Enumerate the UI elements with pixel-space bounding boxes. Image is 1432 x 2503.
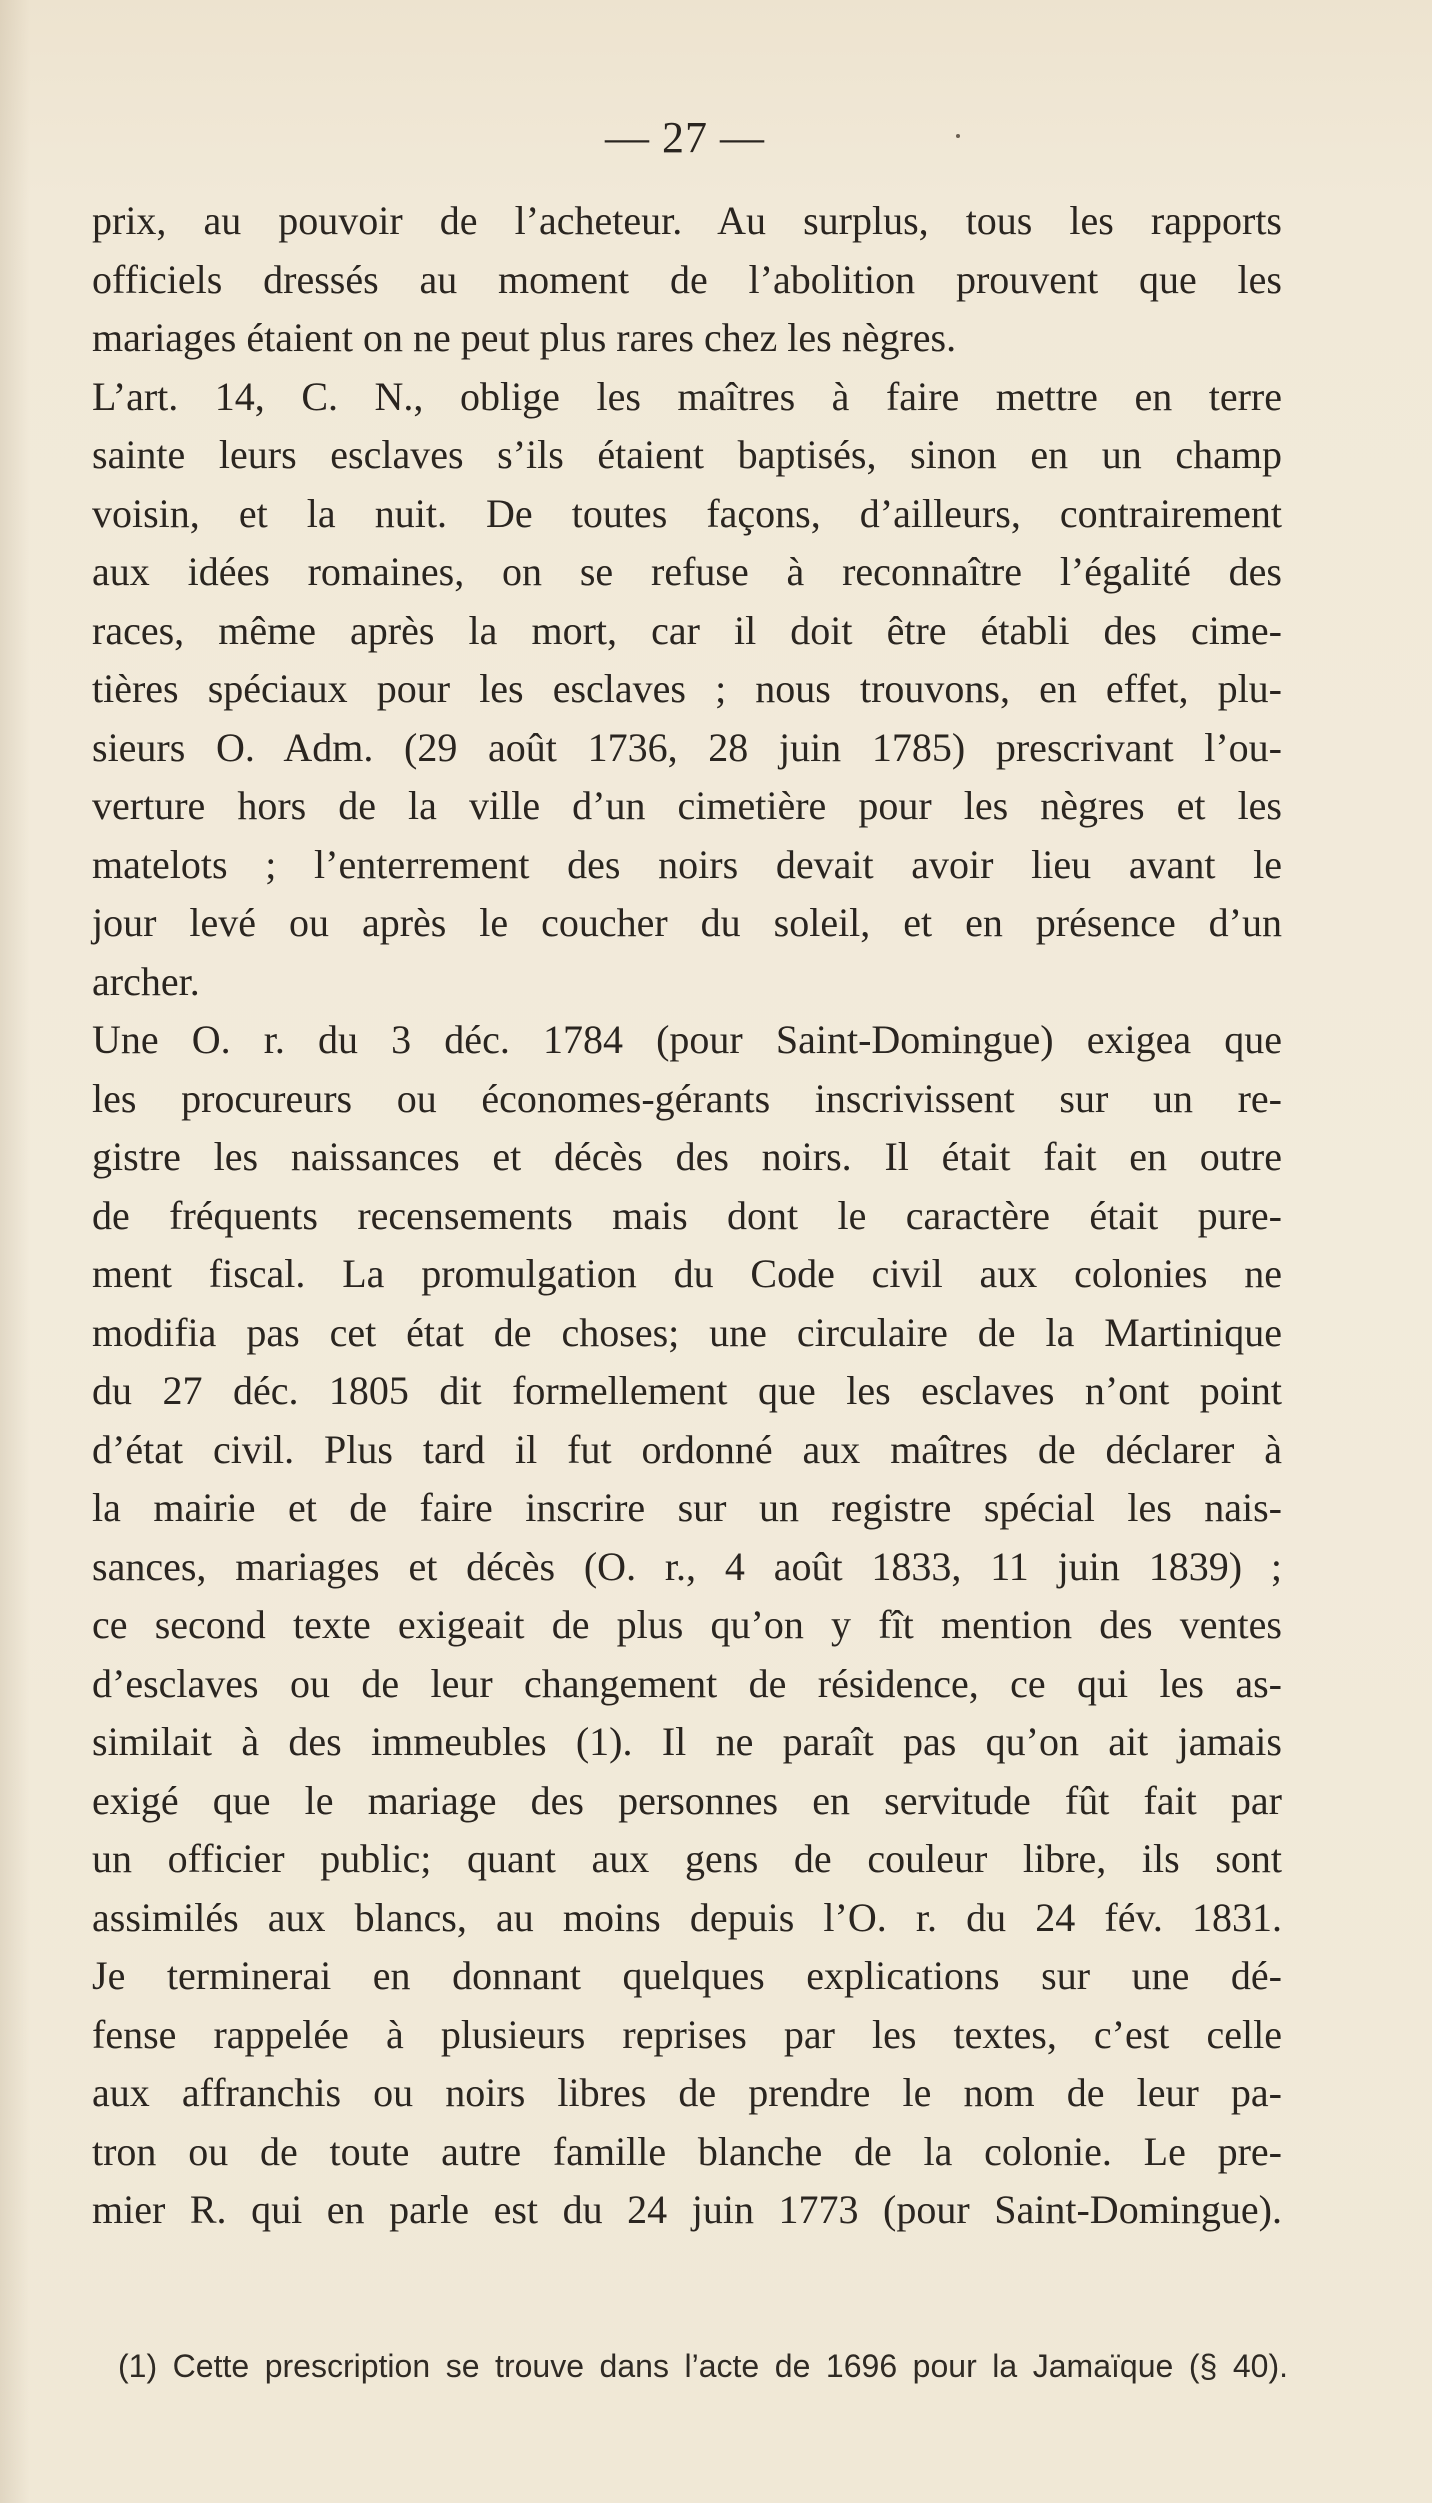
text-line: modifia pas cet état de choses; une circulaire de la Martinique [92, 1309, 1282, 1355]
text-line: Une O. r. du 3 déc. 1784 (pour Saint-Domingue) exigea que [92, 1017, 1282, 1062]
text-line: ce second texte exigeait de plus qu’on y fît mention des ventes [92, 1602, 1282, 1647]
text-line: jour levé ou après le coucher du soleil, et en présence d’un [92, 900, 1282, 945]
text-line: aux idées romaines, on se refuse à reconnaître l’égalité des [92, 549, 1282, 594]
text-line: sieurs O. Adm. (29 août 1736, 28 juin 1785) prescrivant l’ou- [92, 724, 1282, 770]
text-line: matelots ; l’enterrement des noirs devait avoir lieu avant le [92, 841, 1282, 887]
text-line: similait à des immeubles (1). Il ne paraît pas qu’on ait jamais [92, 1719, 1282, 1764]
text-line: aux affranchis ou noirs libres de prendre le nom de leur pa- [92, 2070, 1282, 2115]
text-line: mariages étaient on ne peut plus rares chez les nègres. [92, 315, 957, 360]
body-text [92, 192, 1282, 2240]
text-line: Je terminerai en donnant quelques explications sur une dé- [92, 1953, 1282, 1998]
footnote: (1) Cette prescription se trouve dans l’acte de 1696 pour la Jamaïque (§ 40). [118, 2348, 1288, 2384]
text-line: la mairie et de faire inscrire sur un registre spécial les nais- [92, 1485, 1282, 1530]
text-line: d’esclaves ou de leur changement de résidence, ce qui les as- [92, 1660, 1282, 1706]
text-line: mier R. qui en parle est du 24 juin 1773 (pour Saint-Domingue). [92, 2187, 1282, 2232]
text-line: tières spéciaux pour les esclaves ; nous trouvons, en effet, plu- [92, 666, 1282, 711]
text-line: voisin, et la nuit. De toutes façons, d’ailleurs, contrairement [92, 490, 1282, 536]
text-line: du 27 déc. 1805 dit formellement que les esclaves n’ont point [92, 1368, 1282, 1413]
text-line: fense rappelée à plusieurs reprises par les textes, c’est celle [92, 2011, 1282, 2057]
page-edge-shadow [0, 0, 30, 2503]
text-line: officiels dressés au moment de l’abolition prouvent que les [92, 256, 1282, 302]
text-line: les procureurs ou économes-gérants inscrivissent sur un re- [92, 1075, 1282, 1121]
text-line: d’état civil. Plus tard il fut ordonné aux maîtres de déclarer à [92, 1426, 1282, 1472]
text-line: tron ou de toute autre famille blanche de la colonie. Le pre- [92, 2128, 1282, 2174]
text-line: gistre les naissances et décès des noirs. Il était fait en outre [92, 1134, 1282, 1179]
page-number: — 27 — [605, 113, 765, 162]
text-line: un officier public; quant aux gens de couleur libre, ils sont [92, 1836, 1282, 1881]
text-line: archer. [92, 958, 200, 1004]
text-line: prix, au pouvoir de l’acheteur. Au surplus, tous les rapports [92, 198, 1282, 243]
text-line: assimilés aux blancs, au moins depuis l’O. r. du 24 fév. 1831. [92, 1894, 1282, 1940]
text-line: sainte leurs esclaves s’ils étaient baptisés, sinon en un champ [92, 432, 1282, 477]
text-line: ment fiscal. La promulgation du Code civil aux colonies ne [92, 1251, 1282, 1296]
text-line: races, même après la mort, car il doit être établi des cime- [92, 607, 1282, 653]
text-line: L’art. 14, C. N., oblige les maîtres à faire mettre en terre [92, 373, 1282, 419]
text-line: verture hors de la ville d’un cimetière pour les nègres et les [92, 783, 1282, 828]
text-line: de fréquents recensements mais dont le caractère était pure- [92, 1192, 1282, 1238]
ink-speck [956, 134, 960, 138]
text-line: exigé que le mariage des personnes en servitude fût fait par [92, 1777, 1282, 1823]
text-line: sances, mariages et décès (O. r., 4 août 1833, 11 juin 1839) ; [92, 1543, 1282, 1589]
